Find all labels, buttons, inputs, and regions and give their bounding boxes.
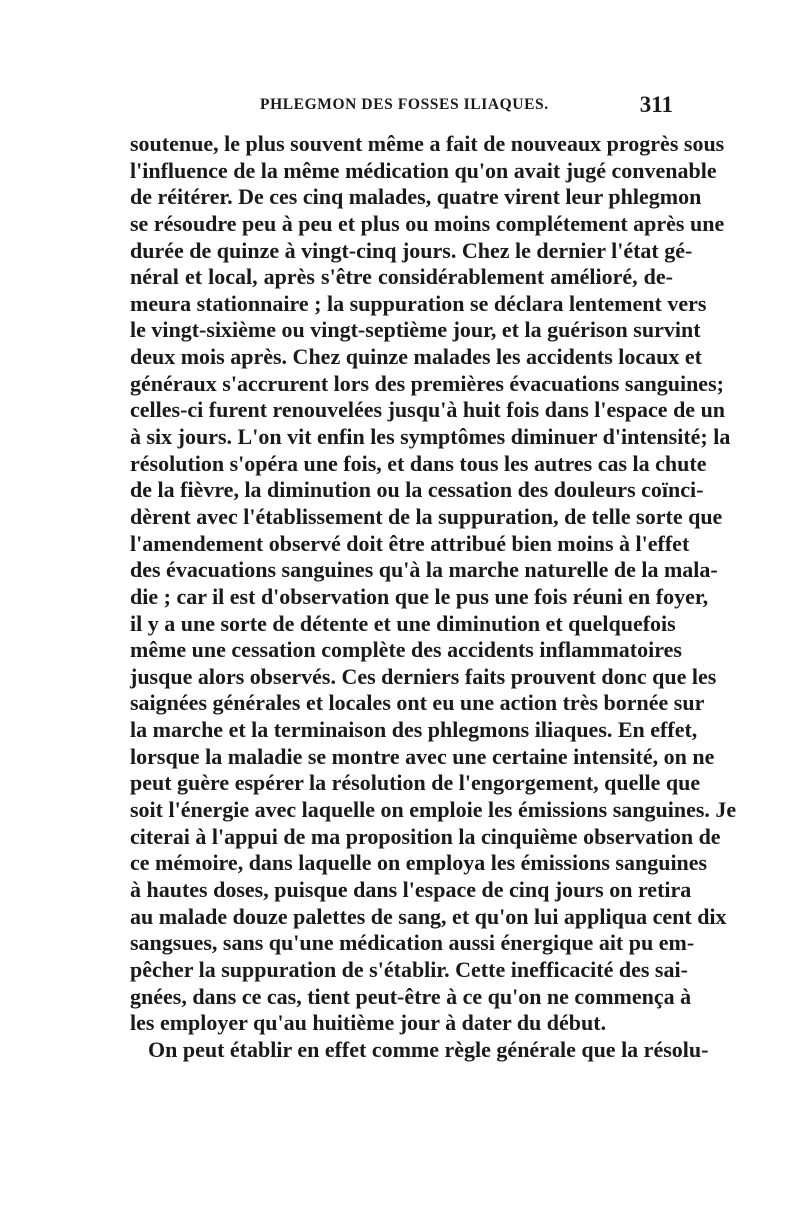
text-line: au malade douze palettes de sang, et qu'on lui appliqua cent dix [130,903,727,929]
text-line: la marche et la terminaison des phlegmons iliaques. En effet, [130,717,698,743]
text-line: peut guère espérer la résolution de l'engorgement, quelle que [130,770,701,796]
text-line: soit l'énergie avec laquelle on emploie les émissions sanguines. Je [130,797,737,823]
text-line: die ; car il est d'observation que le pus une fois réuni en foyer, [130,583,709,609]
text-line: les employer qu'au huitième jour à dater du début. [130,1010,607,1036]
text-line: résolution s'opéra une fois, et dans tous les autres cas la chute [130,450,707,476]
text-line: dèrent avec l'établissement de la suppuration, de telle sorte que [130,503,723,529]
text-line: deux mois après. Chez quinze malades les accidents locaux et [130,344,702,370]
text-line: se résoudre peu à peu et plus ou moins complétement après une [130,210,725,236]
text-line: l'influence de la même médication qu'on avait jugé convenable [130,157,717,183]
text-line: durée de quinze à vingt-cinq jours. Chez le dernier l'état gé- [130,237,693,263]
text-line: de la fièvre, la diminution ou la cessation des douleurs coïnci- [130,477,704,503]
page-number: 311 [639,92,673,117]
text-line: gnées, dans ce cas, tient peut-être à ce qu'on ne commença à [130,983,692,1009]
text-line: généraux s'accrurent lors des premières évacuations sanguines; [130,370,724,396]
text-line: On peut établir en effet comme règle générale que la résolu- [148,1036,709,1062]
text-line: à six jours. L'on vit enfin les symptômes diminuer d'intensité; la [130,424,731,450]
text-line: sangsues, sans qu'une médication aussi énergique ait pu em- [130,930,695,956]
text-line: pêcher la suppuration de s'établir. Cette inefficacité des sai- [130,956,688,982]
text-line: ce mémoire, dans laquelle on employa les émissions sanguines [130,850,708,876]
text-line: meura stationnaire ; la suppuration se déclara lentement vers [130,290,707,316]
text-line: le vingt-sixième ou vingt-septième jour, et la guérison survint [130,317,701,343]
text-line: celles-ci furent renouvelées jusqu'à huit fois dans l'espace de un [130,397,726,423]
text-line: néral et local, après s'être considérablement amélioré, de- [130,264,673,290]
text-line: des évacuations sanguines qu'à la marche naturelle de la mala- [130,557,718,583]
running-title: PHLEGMON DES FOSSES ILIAQUES. [260,96,549,113]
text-line: lorsque la maladie se montre avec une certaine intensité, on ne [130,743,715,769]
running-head [130,92,673,126]
text-line: citerai à l'appui de ma proposition la cinquième observation de [130,823,721,849]
text-line: à hautes doses, puisque dans l'espace de cinq jours on retira [130,876,692,902]
text-line: il y a une sorte de détente et une diminution et quelquefois [130,610,676,636]
text-line: de réitérer. De ces cinq malades, quatre virent leur phlegmon [130,184,702,210]
text-line: jusque alors observés. Ces derniers faits prouvent donc que les [130,663,717,689]
text-line: soutenue, le plus souvent même a fait de nouveaux progrès sous [130,131,725,156]
text-line: même une cessation complète des accidents inflammatoires [130,637,682,663]
body-text [130,131,737,1063]
text-line: l'amendement observé doit être attribué bien moins à l'effet [130,530,690,556]
text-line: saignées générales et locales ont eu une action très bornée sur [130,690,705,716]
